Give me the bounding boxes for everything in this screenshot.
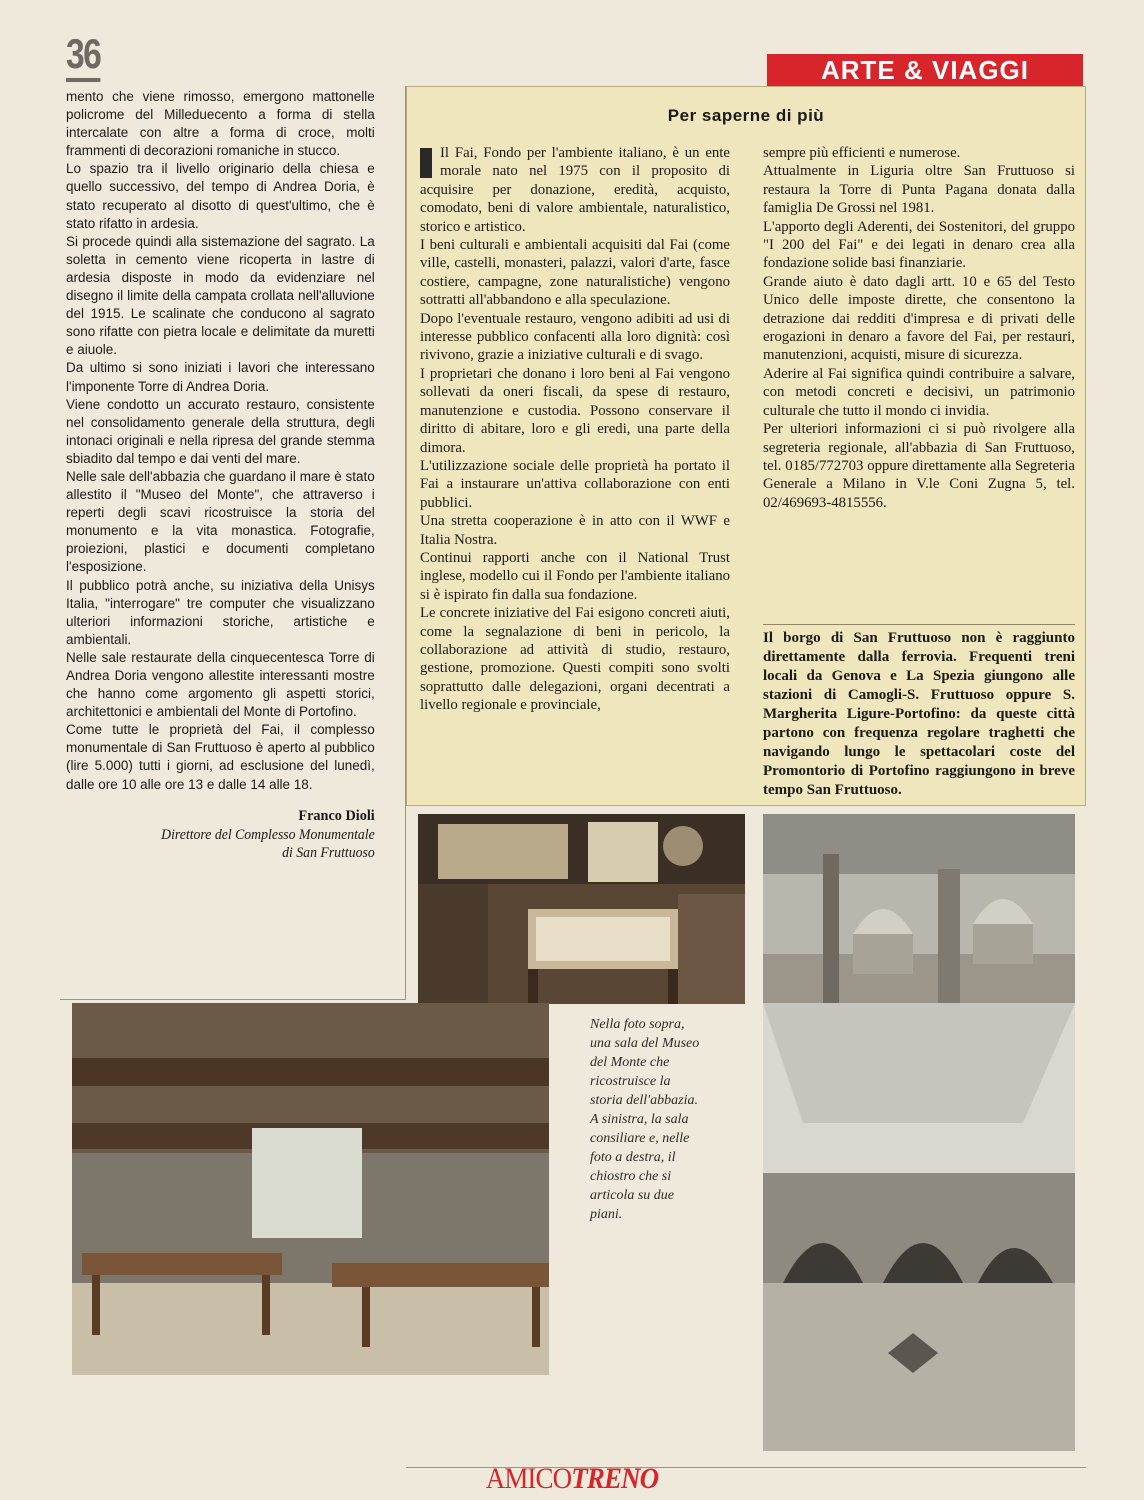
article-column <box>66 88 375 862</box>
caption-line: A sinistra, la sala <box>590 1112 689 1127</box>
caption-line: consiliare e, nelle <box>590 1131 690 1146</box>
cloister-photo-top <box>763 814 1075 1004</box>
sidebar-paragraph: I beni culturali e ambientali acquisiti dal Fai (come ville, castelli, monasteri, palazzi, valori d'arte, fasce costiere, campagne, zone naturalistiche) vengono sottratti all'abbandono e alla speculazione. <box>420 237 730 309</box>
sidebar-paragraph: Il Fai, Fondo per l'ambiente italiano, è un ente morale nato nel 1975 con il proposito di acquisire per donazione, eredità, acquisto, comodato, beni di valore ambientale, naturalistico, storico e artistico. <box>420 145 730 235</box>
caption-line: del Monte che <box>590 1055 670 1070</box>
sidebar-paragraph: sempre più efficienti e numerose. <box>763 145 961 161</box>
photo-caption <box>590 1015 750 1224</box>
masthead-logo <box>57 1462 1087 1496</box>
caption-line: una sala del Museo <box>590 1036 700 1051</box>
cloister-photo-bottom <box>763 1003 1075 1451</box>
sidebar-paragraph: Attualmente in Liguria oltre San Fruttuoso si restaura la Torre di Punta Pagana donata dalla famiglia De Grossi nel 1981. <box>763 163 1075 217</box>
sidebar-paragraph: L'utilizzazione sociale delle proprietà ha portato il Fai a instaurare un'attiva collaborazione con enti pubblici. <box>420 457 730 511</box>
signature <box>66 806 375 862</box>
sidebar-column-b <box>763 144 1075 512</box>
sidebar-paragraph: Le concrete iniziative del Fai esigono concreti aiuti, come la segnalazione di beni in pericolo, la collaborazione ad attività di studio, restauro, gestione, promozione. Questi compiti sono svolti soprattutto dalle delegazioni, organi decentrati a livello regionale e provinciale, <box>420 605 730 714</box>
sidebar-column-a <box>420 144 730 715</box>
sidebar-paragraph: Per ulteriori informazioni ci si può rivolgere alla segreteria regionale, all'abbazia di San Fruttuoso, tel. 0185/772703 oppure direttamente alla Segreteria Generale a Milano in V.le Coni Zugna 5, tel. 02/469693-4815556. <box>763 421 1075 511</box>
article-paragraph: Da ultimo si sono iniziati i lavori che interessano l'imponente Torre di Andrea Doria. <box>66 360 375 395</box>
sidebar-paragraph: Una stretta cooperazione è in atto con il WWF e Italia Nostra. <box>420 513 730 548</box>
caption-line: Nella foto sopra, <box>590 1017 685 1032</box>
sidebar-paragraph: Continui rapporti anche con il National Trust inglese, modello cui il Fondo per l'ambiente italiano si è ispirato fin dalla sua fondazione. <box>420 549 730 603</box>
caption-line: ricostruisce la <box>590 1074 671 1089</box>
caption-line: foto a destra, il <box>590 1150 676 1165</box>
author-role: di San Fruttuoso <box>282 844 375 861</box>
article-paragraph: mento che viene rimosso, emergono mattonelle policrome del Milleduecento a forma di stella intercalate con altre a forma di croce, molti frammenti di decorazioni romaniche in stucco. <box>66 89 375 160</box>
masthead-part: AMICO <box>485 1462 572 1495</box>
sidebar-paragraph: I proprietari che donano i loro beni al Fai vengono sollevati da oneri fiscali, da spese di restauro, manutenzione e custodia. Possono conservare il diritto di abitare, loro e gli eredi, una parte della dimora. <box>420 365 730 456</box>
travel-info: Il borgo di San Fruttuoso non è raggiunto direttamente dalla ferrovia. Frequenti treni locali da Genova e La Spezia giungono alle stazioni di Camogli-S. Fruttuoso oppure S. Margherita Ligure-Portofino: da queste città partono con frequenza regolare traghetti che navigando lungo le spettacolari coste del Promontorio di Portofino raggiungono in breve tempo San Fruttuoso. <box>763 624 1075 800</box>
drop-cap <box>420 148 432 178</box>
article-paragraph: Nelle sale dell'abbazia che guardano il mare è stato allestito il "Museo del Monte", che attraverso i reperti degli scavi ricostruisce la storia del monumento e la vita monastica. Fotografie, proiezioni, plastici e documenti completano l'esposizione. <box>66 468 375 576</box>
sidebar-paragraph: Grande aiuto è dato dagli artt. 10 e 65 del Testo Unico delle imposte dirette, che consentono la detrazione dai redditi d'impresa e di privati delle erogazioni in denaro a favore del Fai, per restauri, manutenzioni, acquisti, misure di sicurezza. <box>763 273 1075 364</box>
article-paragraph: Nelle sale restaurate della cinquecentesca Torre di Andrea Doria vengono allestite interessanti mostre che hanno come argomento gli aspetti storici, architettonici e ambientali del Monte di Portofino. <box>66 649 375 721</box>
sidebar-title: Per saperne di più <box>667 106 825 125</box>
sidebar-paragraph: Aderire al Fai significa quindi contribuire a salvare, con metodi concreti e decisivi, un patrimonio culturale che tutto il mondo ci invidia. <box>763 365 1075 419</box>
masthead-part: TRENO <box>571 1462 659 1495</box>
caption-line: piani. <box>590 1207 623 1222</box>
council-hall-photo <box>72 1003 549 1375</box>
article-paragraph: Il pubblico potrà anche, su iniziativa della Unisys Italia, "interrogare" tre computer che visualizzano ulteriori informazioni storiche, artistiche e ambientali. <box>66 577 375 648</box>
caption-line: articola su due <box>590 1188 674 1203</box>
author-role: Direttore del Complesso Monumentale <box>161 826 375 843</box>
article-paragraph: Lo spazio tra il livello originario della chiesa e quello successivo, del tempo di Andrea Doria, è stato recuperato al disotto di quest'ultimo, che è stato rifatto in ardesia. <box>66 161 375 232</box>
article-paragraph: Viene condotto un accurato restauro, consistente nel consolidamento generale della struttura, degli intonaci originali e nella ripresa del grande stemma sbiadito dal tempo e dai venti del mare. <box>66 396 375 467</box>
page-number: 36 <box>66 30 100 82</box>
sidebar-paragraph: L'apporto degli Aderenti, dei Sostenitori, del gruppo "I 200 del Fai" e dei legati in denaro crea alla fondazione solide basi finanziarie. <box>763 218 1075 272</box>
article-paragraph: Si procede quindi alla sistemazione del sagrato. La soletta in cemento viene ricoperta in lastre di ardesia disposte in modo da evidenziare nel disegno il limite della campata crollata nell'alluvione del 1915. Le scalinate che conducono al sagrato sono rifatte con pietra locale e delimitate da muretti e aiuole. <box>66 233 375 359</box>
section-badge: ARTE & VIAGGI <box>767 54 1083 86</box>
author-name: Franco Dioli <box>298 807 375 824</box>
caption-line: chiostro che si <box>590 1169 672 1184</box>
museum-room-photo <box>418 814 745 1004</box>
sidebar-paragraph: Dopo l'eventuale restauro, vengono adibiti ad usi di interesse pubblico confacenti alla loro dignità: così rivivono, grazie a iniziative culturali e di svago. <box>420 310 730 364</box>
article-paragraph: Come tutte le proprietà del Fai, il complesso monumentale di San Fruttuoso è aperto al pubblico (lire 5.000) tutti i giorni, ad esclusione del lunedì, dalle ore 10 alle ore 13 e dalle 14 alle 18. <box>66 722 375 793</box>
caption-line: storia dell'abbazia. <box>590 1093 699 1108</box>
